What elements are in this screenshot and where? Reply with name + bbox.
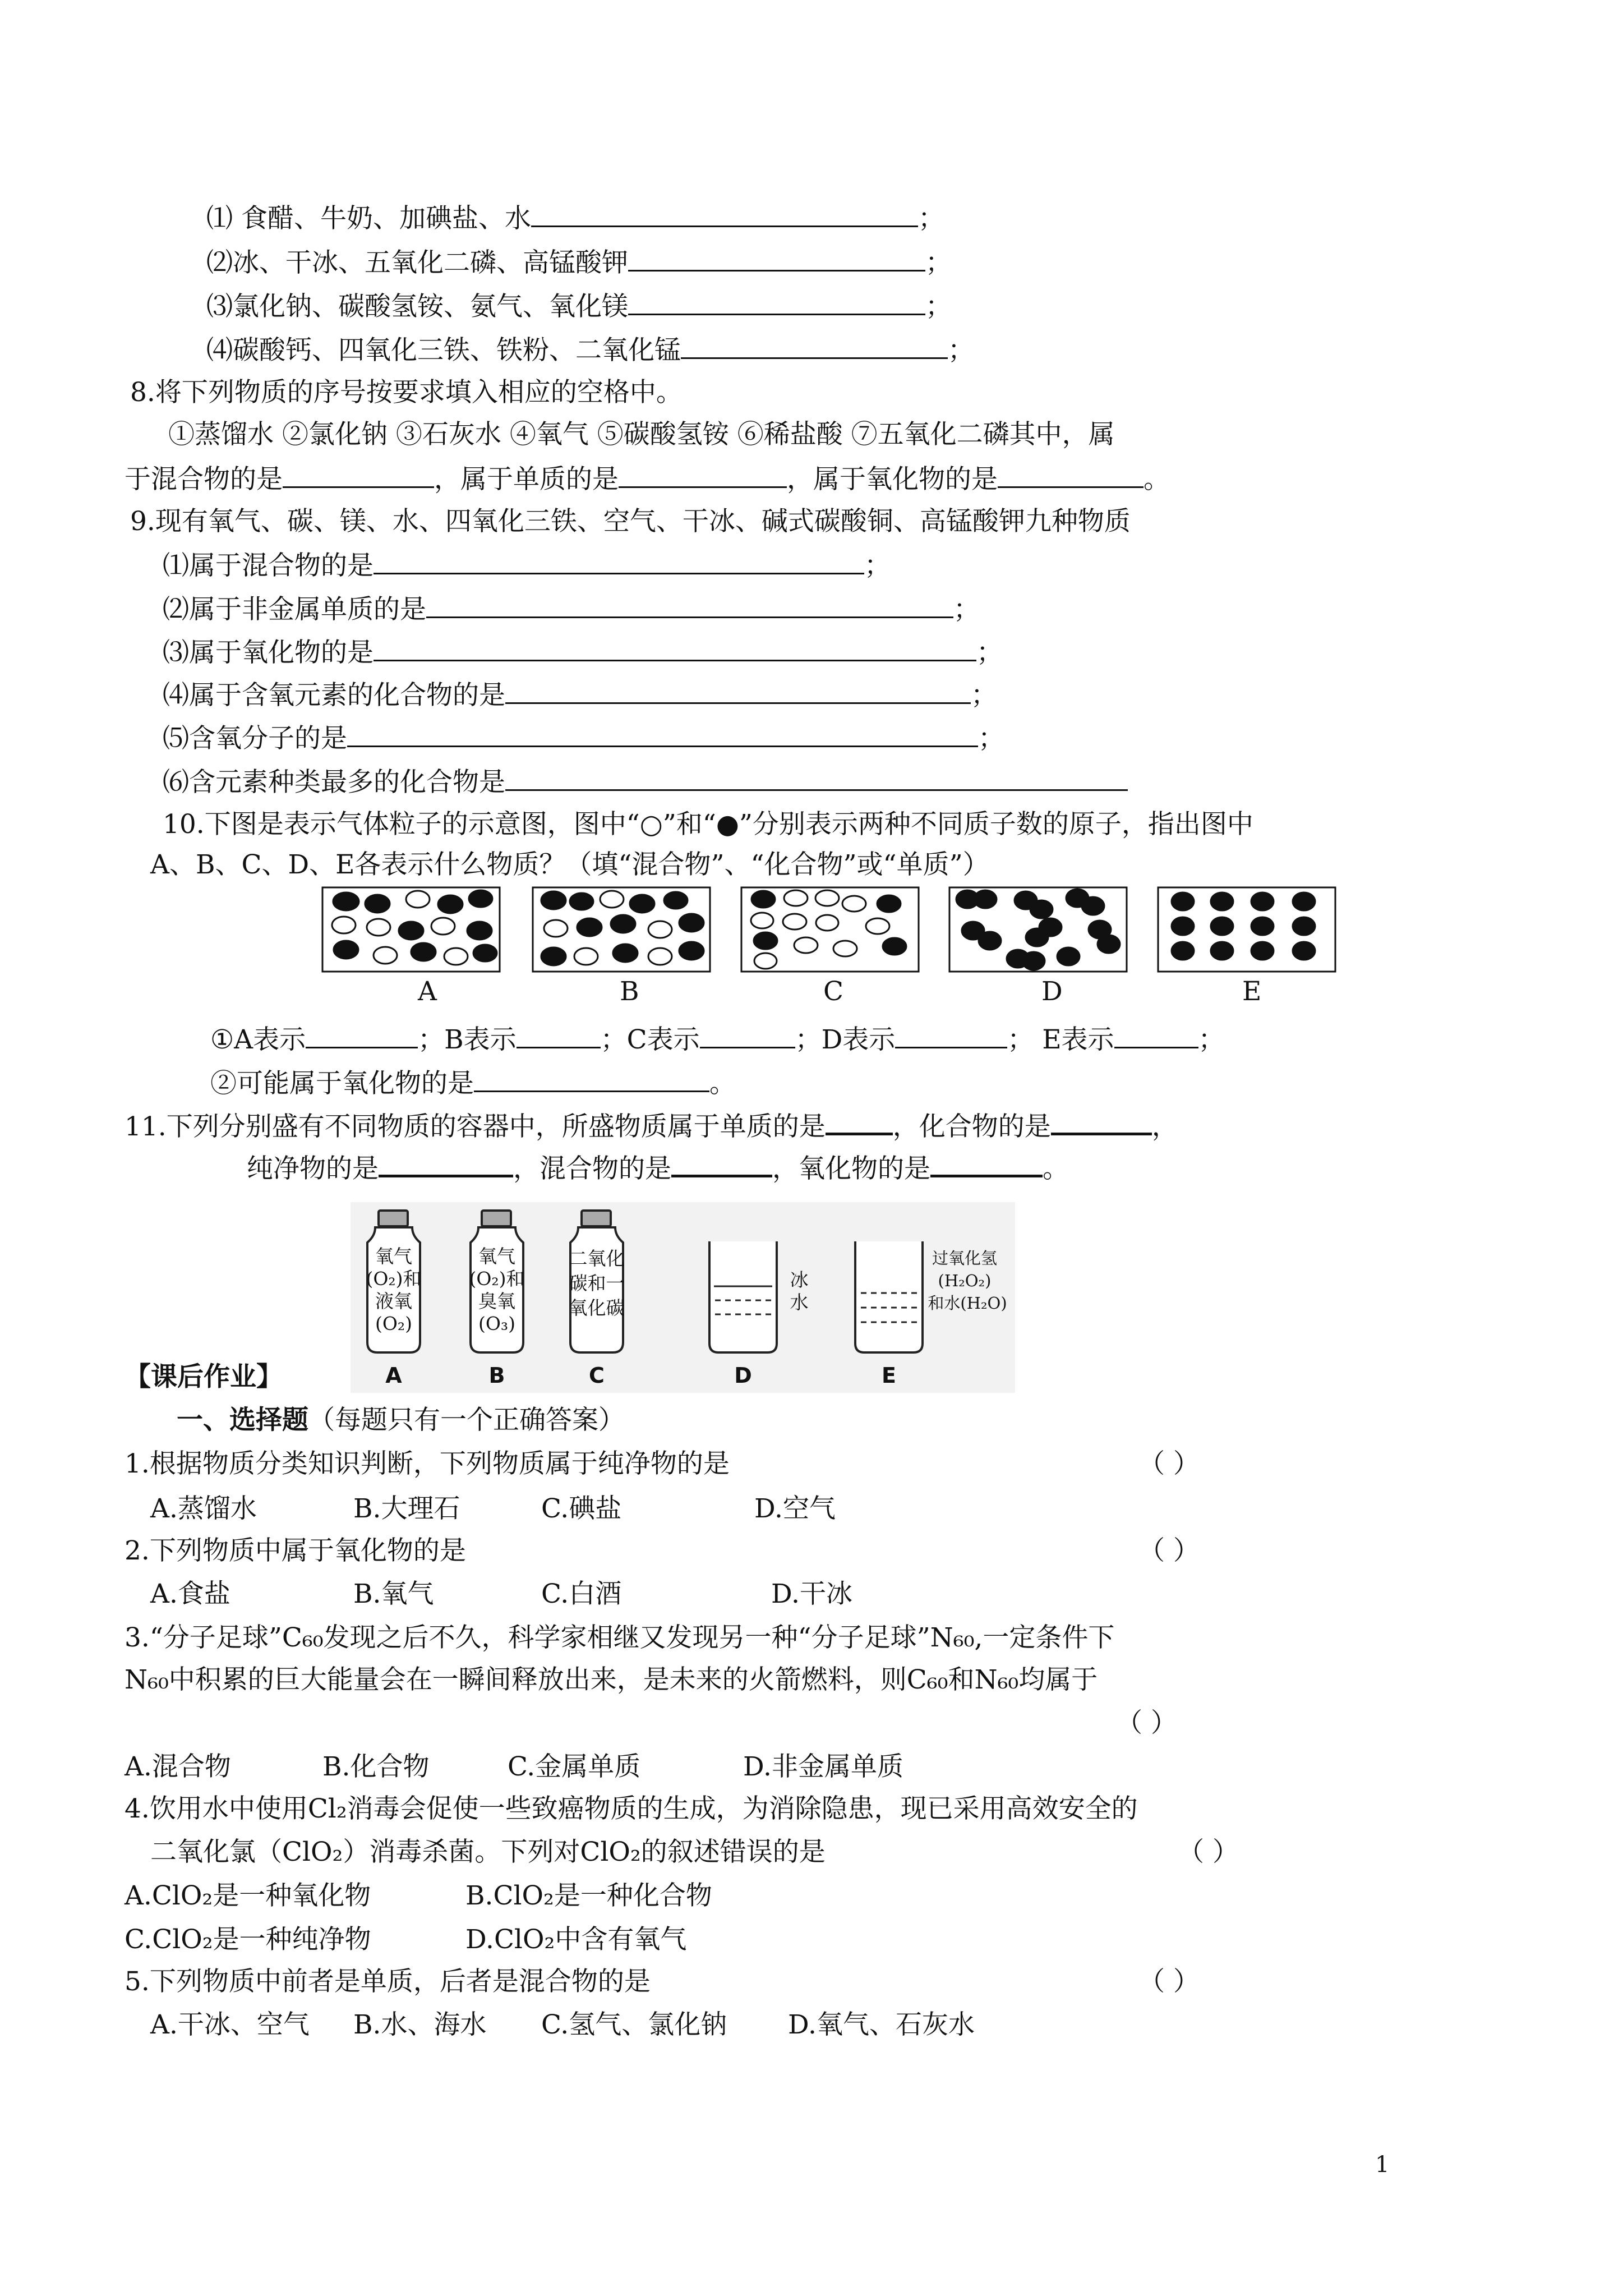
answer-blank[interactable] — [379, 1150, 513, 1177]
bottle-a-text: 液氧 — [375, 1290, 412, 1312]
hw-q2-option: A.食盐 — [150, 1579, 230, 1609]
answer-blank[interactable] — [700, 1022, 795, 1048]
diagram-caption-c: C — [823, 976, 843, 1007]
beaker-e-label: E — [882, 1363, 896, 1388]
q10-answer-line: ①A表示 ；B表示 ；C表示 ；D表示 ； E表示 ； — [210, 1022, 1225, 1057]
particle-box-e — [1158, 887, 1335, 972]
answer-blank[interactable] — [681, 333, 948, 359]
q9-item-1: ⑴属于混合物的是 ； — [163, 548, 891, 583]
hw-q5-option: C.氢气、氯化钠 — [541, 2009, 727, 2040]
hw-q5-option: A.干冰、空气 — [150, 2009, 310, 2040]
hw-q1: 1.根据物质分类知识判断，下列物质属于纯净物的是 — [125, 1448, 730, 1479]
answer-blank[interactable] — [1051, 1108, 1152, 1135]
bottle-a-label: A — [385, 1363, 402, 1388]
answer-paren: （ ） — [1138, 1535, 1200, 1566]
bottle-c-text: 碳和一 — [569, 1272, 625, 1294]
answer-paren: （ ） — [1178, 1837, 1239, 1867]
beaker-e-text: 和水(H₂O) — [928, 1294, 1007, 1313]
q11-line1: 11.下列分别盛有不同物质的容器中，所盛物质属于单质的是 ，化合物的是 ， — [125, 1108, 1178, 1144]
q8-stem: 8.将下列物质的序号按要求填入相应的空格中。 — [130, 377, 683, 408]
beaker-d-text: 水 — [790, 1291, 809, 1313]
answer-blank[interactable] — [628, 289, 925, 315]
answer-blank[interactable] — [374, 548, 864, 574]
answer-blank[interactable] — [306, 1022, 418, 1048]
answer-blank[interactable] — [930, 1150, 1043, 1177]
particle-box-c — [741, 887, 919, 972]
hw-q3-option: A.混合物 — [125, 1751, 231, 1782]
bottle-a-text: 氧气 — [375, 1245, 412, 1267]
homework-title: 【课后作业】 — [125, 1361, 283, 1392]
hw-q4-line1: 4.饮用水中使用Cl₂消毒会促使一些致癌物质的生成，为消除隐患，现已采用高效安全的 — [125, 1793, 1138, 1824]
hw-q3-option: D.非金属单质 — [743, 1751, 903, 1782]
hw-q5: 5.下列物质中前者是单质，后者是混合物的是 — [125, 1966, 651, 1997]
beaker-d — [709, 1241, 777, 1352]
beaker-d-label: D — [734, 1363, 752, 1388]
hw-q5-option: D.氧气、石灰水 — [788, 2009, 975, 2040]
bottle-b-text: (O₃) — [478, 1313, 516, 1335]
bottle-a-text: (O₂) — [375, 1313, 413, 1335]
q9-item-3: ⑶属于氧化物的是 ； — [163, 635, 1003, 670]
hw-q1-option: C.碘盐 — [541, 1493, 622, 1524]
q8-options: ①蒸馏水 ②氯化钠 ③石灰水 ④氧气 ⑤碳酸氢铵 ⑥稀盐酸 ⑦五氧化二磷其中，属 — [168, 419, 1115, 450]
q9-item-2: ⑵属于非金属单质的是 ； — [163, 592, 980, 627]
q10-oxide-line: ②可能属于氧化物的是 。 — [210, 1066, 736, 1101]
answer-blank[interactable] — [895, 1022, 1007, 1048]
q7-item-3: ⑶氯化钠、碳酸氢铵、氨气、氧化镁 ； — [206, 289, 952, 324]
hw-q4-option: B.ClO₂是一种化合物 — [465, 1880, 712, 1911]
diagram-caption-e: E — [1242, 976, 1262, 1007]
q7-item-4: ⑷碳酸钙、四氧化三铁、铁粉、二氧化锰 ； — [206, 333, 974, 367]
answer-blank[interactable] — [347, 721, 978, 747]
hw-q4-option: C.ClO₂是一种纯净物 — [125, 1924, 371, 1955]
q7-item-2: ⑵冰、干冰、五氧化二磷、高锰酸钾 ； — [206, 245, 952, 280]
bottle-a-text: (O₂)和 — [366, 1268, 422, 1290]
bottle-c-text: 二氧化 — [569, 1248, 625, 1269]
answer-blank[interactable] — [531, 201, 918, 227]
hw-q4-option: A.ClO₂是一种氧化物 — [125, 1880, 371, 1911]
bottle-b-text: (O₂)和 — [469, 1268, 525, 1290]
q11-line2: 纯净物的是 ，混合物的是 ，氧化物的是 。 — [247, 1150, 1069, 1186]
answer-blank[interactable] — [505, 765, 1128, 791]
answer-paren: （ ） — [1138, 1966, 1200, 1997]
answer-blank[interactable] — [374, 635, 976, 661]
beaker-d-text: 冰 — [790, 1269, 809, 1291]
q7-item-1: ⑴ 食醋、牛奶、加碘盐、水 ； — [206, 201, 944, 236]
beaker-e-text: (H₂O₂) — [938, 1271, 992, 1290]
answer-blank[interactable] — [628, 245, 925, 272]
diagram-caption-a: A — [418, 976, 437, 1007]
beaker-e — [855, 1241, 923, 1352]
answer-blank[interactable] — [826, 1108, 893, 1135]
bottle-c-label: C — [589, 1363, 605, 1388]
beaker-e-text: 过氧化氢 — [932, 1249, 998, 1268]
answer-blank[interactable] — [1114, 1022, 1198, 1048]
answer-blank[interactable] — [517, 1022, 601, 1048]
container-figure — [351, 1202, 1015, 1393]
hw-q2-option: C.白酒 — [541, 1579, 622, 1609]
page-number: 1 — [1375, 2152, 1390, 2178]
answer-blank[interactable] — [619, 462, 787, 488]
answer-blank[interactable] — [474, 1066, 709, 1092]
q9-item-4: ⑷属于含氧元素的化合物的是 ； — [163, 678, 997, 712]
hw-q3-option: C.金属单质 — [508, 1751, 641, 1782]
hw-q3-line1: 3.“分子足球”C₆₀发现之后不久，科学家相继又发现另一种“分子足球”N₆₀,一定条件下 — [125, 1622, 1115, 1653]
answer-paren: （ ） — [1138, 1448, 1200, 1479]
hw-q4-line2: 二氧化氯（ClO₂）消毒杀菌。下列对ClO₂的叙述错误的是 — [150, 1837, 826, 1867]
answer-blank[interactable] — [426, 592, 953, 618]
hw-q5-option: B.水、海水 — [353, 2009, 487, 2040]
hw-q2: 2.下列物质中属于氧化物的是 — [125, 1535, 466, 1566]
q10-stem-line2: A、B、C、D、E各表示什么物质？（填“混合物”、“化合物”或“单质”） — [150, 849, 989, 880]
section-choice-heading: 一、选择题（每题只有一个正确答案） — [177, 1405, 625, 1435]
hw-q2-option: D.干冰 — [771, 1579, 852, 1609]
hw-q2-option: B.氧气 — [353, 1579, 434, 1609]
answer-paren: （ ） — [1116, 1708, 1177, 1738]
answer-blank[interactable] — [283, 462, 434, 488]
q8-answer-line: 于混合物的是 ，属于单质的是 ，属于氧化物的是 。 — [125, 462, 1170, 496]
answer-blank[interactable] — [505, 678, 971, 704]
answer-blank[interactable] — [998, 462, 1144, 488]
bottle-b-label: B — [488, 1363, 505, 1388]
diagram-caption-b: B — [620, 976, 639, 1007]
bottle-b-text: 臭氧 — [478, 1290, 515, 1312]
particle-box-d — [949, 887, 1127, 972]
hw-q3-line2: N₆₀中积累的巨大能量会在一瞬间释放出来，是未来的火箭燃料，则C₆₀和N₆₀均属于 — [125, 1664, 1098, 1695]
particle-box-a — [322, 887, 500, 972]
hw-q4-option: D.ClO₂中含有氧气 — [465, 1924, 687, 1955]
hw-q1-option: D.空气 — [754, 1493, 836, 1524]
bottle-b-text: 氧气 — [478, 1245, 515, 1267]
q10-stem-line1: 10.下图是表示气体粒子的示意图，图中“○”和“●”分别表示两种不同质子数的原子，指出图中 — [163, 809, 1253, 840]
particle-box-b — [533, 887, 710, 972]
diagram-caption-d: D — [1041, 976, 1063, 1007]
hw-q1-option: A.蒸馏水 — [150, 1493, 257, 1524]
q9-item-5: ⑸含氧分子的是 ； — [163, 721, 1004, 756]
bottle-c-text: 氧化碳 — [569, 1297, 625, 1319]
q9-stem: 9.现有氧气、碳、镁、水、四氧化三铁、空气、干冰、碱式碳酸铜、高锰酸钾九种物质 — [130, 506, 1131, 537]
answer-blank[interactable] — [671, 1150, 772, 1177]
q9-item-6: ⑹含元素种类最多的化合物是 — [163, 765, 1128, 799]
hw-q3-option: B.化合物 — [322, 1751, 430, 1782]
hw-q1-option: B.大理石 — [353, 1493, 460, 1524]
